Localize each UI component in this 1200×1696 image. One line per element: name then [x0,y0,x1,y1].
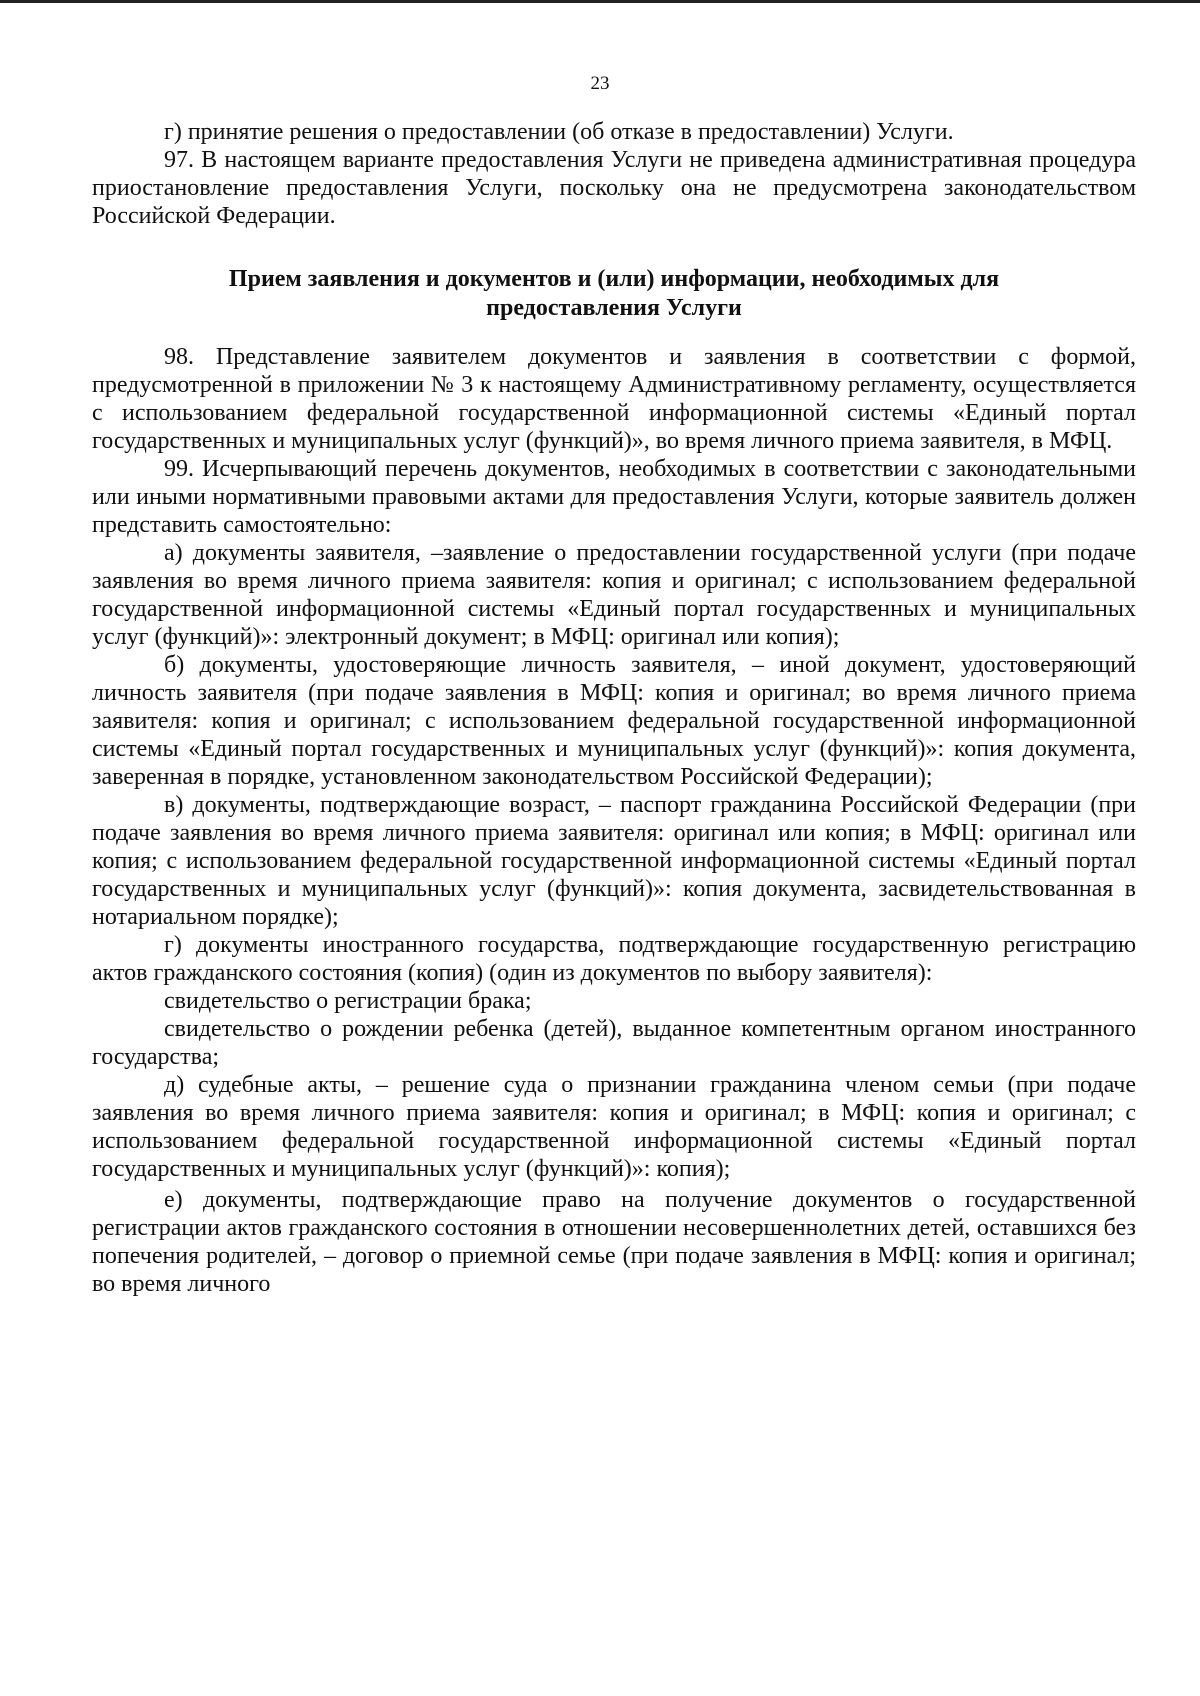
section-heading [92,265,1136,323]
document-body [92,118,1136,1298]
paragraph-item-e: е) документы, подтверждающие право на получение документов о государственной регистрации актов гражданского состояния в отношении несовершеннолетних детей, оставшихся без попечения родителей, – договор о приемной семье (при подаче заявления в МФЦ: копия и оригинал; во время личного [92,1187,1136,1297]
paragraph-marriage-certificate: свидетельство о регистрации брака; [164,988,532,1014]
paragraph-98: 98. Представление заявителем документов и заявления в соответствии с формой, предусмотренной в приложении № 3 к настоящему Административному регламенту, осуществляется с использованием федеральной государственной информационной системы «Единый портал государственных и муниципальных услуг (функций)», во время личного приема заявителя, в МФЦ. [92,344,1136,454]
page-number: 23 [590,73,610,94]
paragraph-decision: г) принятие решения о предоставлении (об отказе в предоставлении) Услуги. [164,119,954,145]
paragraph-item-v: в) документы, подтверждающие возраст, – паспорт гражданина Российской Федерации (при подаче заявления во время личного приема заявителя: оригинал или копия; в МФЦ: оригинал или копия; с использованием федеральной государственной информационной системы «Единый портал государственных и муниципальных услуг (функций)»: копия документа, засвидетельствованная в нотариальном порядке); [92,792,1136,930]
section-heading-line-2: предоставления Услуги [486,295,742,321]
top-border-line [0,0,1200,3]
paragraph-item-g: г) документы иностранного государства, подтверждающие государственную регистрацию актов гражданского состояния (копия) (один из документов по выбору заявителя): [92,932,1136,986]
paragraph-item-d: д) судебные акты, – решение суда о признании гражданина членом семьи (при подаче заявления во время личного приема заявителя: копия и оригинал; в МФЦ: копия и оригинал; с использованием федеральной государственной информационной системы «Единый портал государственных и муниципальных услуг (функций)»: копия); [92,1072,1136,1182]
section-heading-line-1: Прием заявления и документов и (или) информации, необходимых для [228,266,1000,292]
paragraph-item-b: б) документы, удостоверяющие личность заявителя, – иной документ, удостоверяющий личность заявителя (при подаче заявления в МФЦ: копия и оригинал; во время личного приема заявителя: копия и оригинал; с использованием федеральной государственной информационной системы «Единый портал государственных и муниципальных услуг (функций)»: копия документа, заверенная в порядке, установленном законодательством Российской Федерации); [92,652,1136,790]
paragraph-97: 97. В настоящем варианте предоставления Услуги не приведена административная процедура приостановление предоставления Услуги, поскольку она не предусмотрена законодательством Российской Федерации. [92,147,1136,229]
paragraph-99: 99. Исчерпывающий перечень документов, необходимых в соответствии с законодательными или иными нормативными правовыми актами для предоставления Услуги, которые заявитель должен представить самостоятельно: [92,456,1136,538]
paragraph-birth-certificate: свидетельство о рождении ребенка (детей), выданное компетентным органом иностранного государства; [92,1016,1136,1070]
paragraph-item-a: а) документы заявителя, –заявление о предоставлении государственной услуги (при подаче заявления во время личного приема заявителя: копия и оригинал; с использованием федеральной государственной информационной системы «Единый портал государственных и муниципальных услуг (функций)»: электронный документ; в МФЦ: оригинал или копия); [92,540,1136,650]
